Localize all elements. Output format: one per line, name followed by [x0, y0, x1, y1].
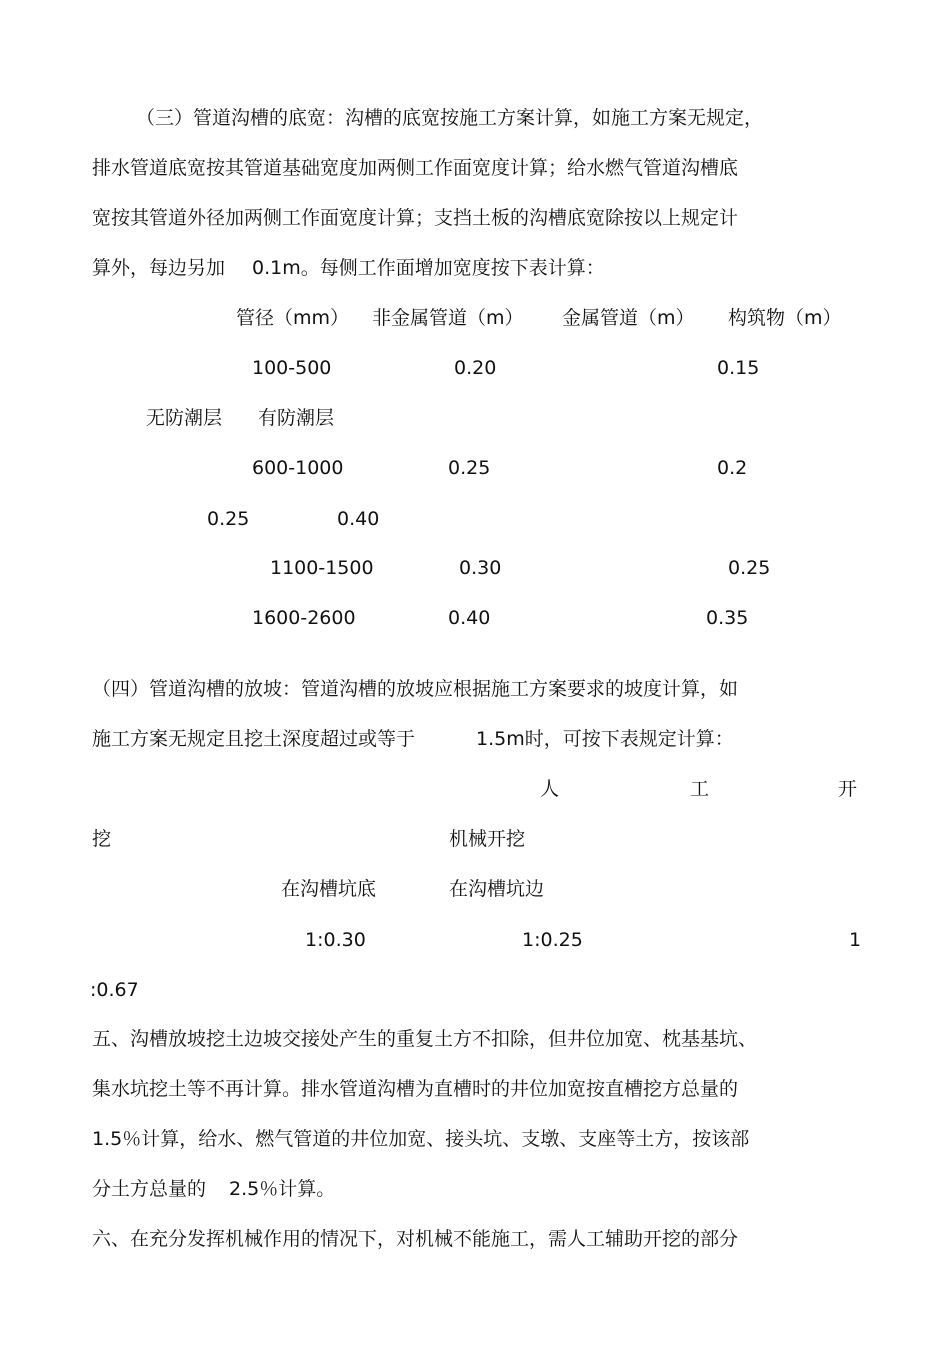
width-table-subheader-moisture: 有防潮层 — [258, 407, 335, 429]
section4-line2-b: 1.5m时，可按下表规定计算： — [476, 728, 734, 750]
section5-line2: 集水坑挖土等不再计算。排水管道沟槽为直槽时的井位加宽按直槽挖方总量的 — [92, 1078, 739, 1100]
slope-table-subheader-edge: 在沟槽坑边 — [449, 878, 545, 900]
width-table-header-nonmetal: 非金属管道（m） — [372, 307, 524, 329]
section3-line1: （三）管道沟槽的底宽：沟槽的底宽按施工方案计算，如施工方案无规定， — [136, 107, 764, 129]
section3-line4-b: 0.1m。每侧工作面增加宽度按下表计算： — [252, 257, 605, 279]
slope-table-value-edge-a: 1 — [849, 929, 862, 951]
slope-table-header-machine: 机械开挖 — [449, 828, 526, 850]
width-table-header-structure: 构筑物（m） — [728, 307, 842, 329]
section4-line1: （四）管道沟槽的放坡：管道沟槽的放坡应根据施工方案要求的坡度计算，如 — [92, 678, 739, 700]
section3-line3: 宽按其管道外径加两侧工作面宽度计算；支挡土板的沟槽底宽除按以上规定计 — [92, 207, 739, 229]
width-table-row2-moisture: 0.40 — [337, 508, 380, 530]
section5-line3: 1.5％计算，给水、燃气管道的井位加宽、接头坑、支墩、支座等土方，按该部 — [92, 1128, 750, 1150]
width-table-row4-diameter: 1600-2600 — [252, 607, 356, 629]
section5-line4-a: 分土方总量的 — [92, 1178, 207, 1200]
section5-line4-b: 2.5％计算。 — [229, 1178, 336, 1200]
width-table-header-metal: 金属管道（m） — [562, 307, 695, 329]
section3-line4-a: 算外，每边另加 — [92, 257, 226, 279]
section6-line1: 六、在充分发挥机械作用的情况下，对机械不能施工，需人工辅助开挖的部分 — [92, 1228, 739, 1250]
slope-table-header-kai: 开 — [838, 778, 858, 800]
width-table-row3-diameter: 1100-1500 — [270, 557, 374, 579]
width-table-row2-nonmetal: 0.25 — [448, 457, 491, 479]
section5-line1: 五、沟槽放坡挖土边坡交接处产生的重复土方不扣除，但井位加宽、枕基基坑、 — [92, 1028, 758, 1050]
width-table-header-diameter: 管径（mm） — [236, 307, 350, 329]
slope-table-header-gong: 工 — [690, 778, 710, 800]
width-table-row4-nonmetal: 0.40 — [448, 607, 491, 629]
section4-line2-a: 施工方案无规定且挖土深度超过或等于 — [92, 728, 416, 750]
width-table-row2-diameter: 600-1000 — [252, 457, 344, 479]
slope-table-subheader-bottom: 在沟槽坑底 — [281, 878, 377, 900]
slope-table-value-edge-b: :0.67 — [90, 979, 139, 1001]
slope-table-header-ren: 人 — [540, 778, 560, 800]
slope-table-value-bottom: 1:0.25 — [522, 929, 583, 951]
section3-line2: 排水管道底宽按其管道基础宽度加两侧工作面宽度计算；给水燃气管道沟槽底 — [92, 157, 739, 179]
width-table-row2-no-moisture: 0.25 — [207, 508, 250, 530]
width-table-subheader-no-moisture: 无防潮层 — [146, 407, 223, 429]
width-table-row4-metal: 0.35 — [706, 607, 749, 629]
width-table-row3-metal: 0.25 — [728, 557, 771, 579]
width-table-row3-nonmetal: 0.30 — [459, 557, 502, 579]
slope-table-value-manual: 1:0.30 — [305, 929, 366, 951]
width-table-row1-nonmetal: 0.20 — [454, 357, 497, 379]
width-table-row2-metal: 0.2 — [717, 457, 748, 479]
width-table-row1-metal: 0.15 — [717, 357, 760, 379]
width-table-row1-diameter: 100-500 — [252, 357, 332, 379]
slope-table-header-wa: 挖 — [92, 828, 112, 850]
